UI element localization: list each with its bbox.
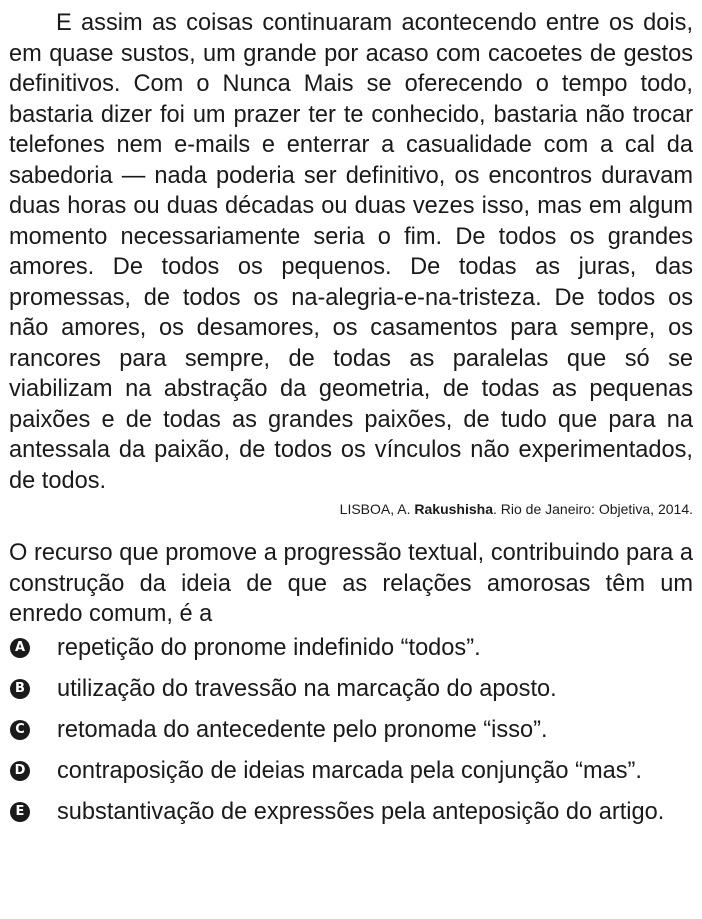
option-b-badge: B <box>10 679 30 699</box>
source-publication: . Rio de Janeiro: Objetiva, 2014. <box>492 501 693 517</box>
option-e[interactable] <box>9 797 693 827</box>
source-citation <box>9 500 693 518</box>
option-c[interactable] <box>9 715 693 745</box>
option-d-text: contraposição de ideias marcada pela conjunção “mas”. <box>57 757 642 784</box>
option-e-text: substantivação de expressões pela anteposição do artigo. <box>57 798 665 825</box>
option-a[interactable] <box>9 633 693 663</box>
option-d[interactable] <box>9 756 693 786</box>
option-b-text: utilização do travessão na marcação do aposto. <box>57 675 557 702</box>
option-c-badge: C <box>10 720 30 740</box>
source-book-title: Rakushisha <box>414 501 493 517</box>
answer-options <box>9 633 693 827</box>
passage-text: E assim as coisas continuaram acontecendo entre os dois, em quase sustos, um grande por acaso com cacoetes de gestos definitivos. Com o Nunca Mais se oferecendo o tempo todo, bastaria dizer foi um prazer ter te conhecido, bastaria não trocar telefones nem e-mails e enterrar a casualidade com a cal da sabedoria — nada poderia ser definitivo, os encontros duravam duas horas ou duas décadas ou duas vezes isso, mas em algum momento necessariamente seria o fim. De todos os grandes amores. De todos os pequenos. De todas as juras, das promessas, de todos os na-alegria-e-na-tristeza. De todos os não amores, os desamores, os casamentos para sempre, os rancores para sempre, de todas as paralelas que só se viabilizam na abstração da geometria, de todas as pequenas paixões e de todas as grandes paixões, de tudo que para na antessala da paixão, de todos os vínculos não experimentados, de todos. <box>9 10 693 494</box>
option-b[interactable] <box>9 674 693 704</box>
option-d-badge: D <box>10 761 30 781</box>
exam-page <box>9 8 693 838</box>
option-c-text: retomada do antecedente pelo pronome “isso”. <box>57 716 548 743</box>
option-e-badge: E <box>10 802 30 822</box>
option-a-badge: A <box>10 638 30 658</box>
option-a-text: repetição do pronome indefinido “todos”. <box>57 634 481 661</box>
question-stem: O recurso que promove a progressão textual, contribuindo para a construção da ideia de que as relações amorosas têm um enredo comum, é a <box>9 540 693 627</box>
source-author: LISBOA, A. <box>339 501 411 517</box>
